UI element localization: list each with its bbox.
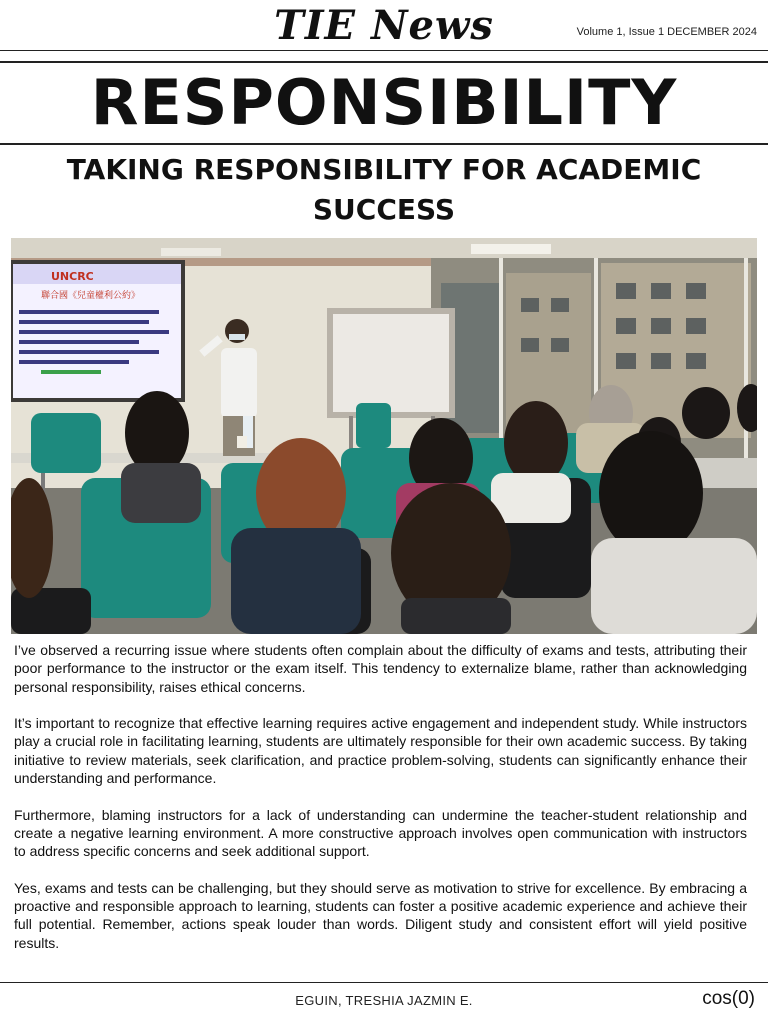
subheadline: TAKING RESPONSIBILITY FOR ACADEMIC SUCCESS [66, 153, 702, 226]
masthead [0, 0, 768, 52]
article-paragraph: I’ve observed a recurring issue where students often complain about the difficulty of exams and tests, attributing their poor performance to the instructor or the exam itself. This tendency to externalize blame, rather than acknowledging personal responsibility, raises ethical concerns. [14, 642, 747, 695]
article-paragraph: Yes, exams and tests can be challenging, but they should serve as motivation to strive for excellence. By embracing a proactive and responsible approach to learning, students can foster a positive academic experience and achieve their full potential. Remember, actions speak louder than words. Diligent study and consistent effort will yield positive results. [14, 879, 747, 951]
footer-divider [0, 982, 768, 983]
classroom-illustration [11, 238, 757, 634]
headline: RESPONSIBILITY [90, 66, 678, 139]
headline-bottom-divider [0, 143, 768, 145]
article-paragraph: Furthermore, blaming instructors for a lack of understanding can undermine the teacher-student relationship and create a negative learning environment. A more constructive approach involves open communication with instructors to address specific concerns and seek additional support. [14, 806, 747, 860]
course-code: cos(0) [702, 988, 755, 1009]
author-name: EGUIN, TRESHIA JAZMIN E. [295, 993, 473, 1008]
slide-heading: UNCRC [51, 270, 94, 283]
headline-top-divider [0, 61, 768, 63]
issue-info: Volume 1, Issue 1 DECEMBER 2024 [576, 26, 757, 38]
classroom-photo [11, 238, 757, 634]
masthead-divider [0, 50, 768, 51]
article-paragraph: It’s important to recognize that effective learning requires active engagement and independent study. While instructors play a crucial role in facilitating learning, students are ultimately responsible for their own academic success. By taking initiative to review materials, seek clarification, and practice problem-solving, students can significantly enhance their understanding and performance. [14, 715, 747, 787]
newspaper-title: TIE News [274, 2, 494, 49]
article-body [14, 641, 747, 970]
slide-subheading: 聯合國《兒童權利公約》 [41, 291, 141, 301]
